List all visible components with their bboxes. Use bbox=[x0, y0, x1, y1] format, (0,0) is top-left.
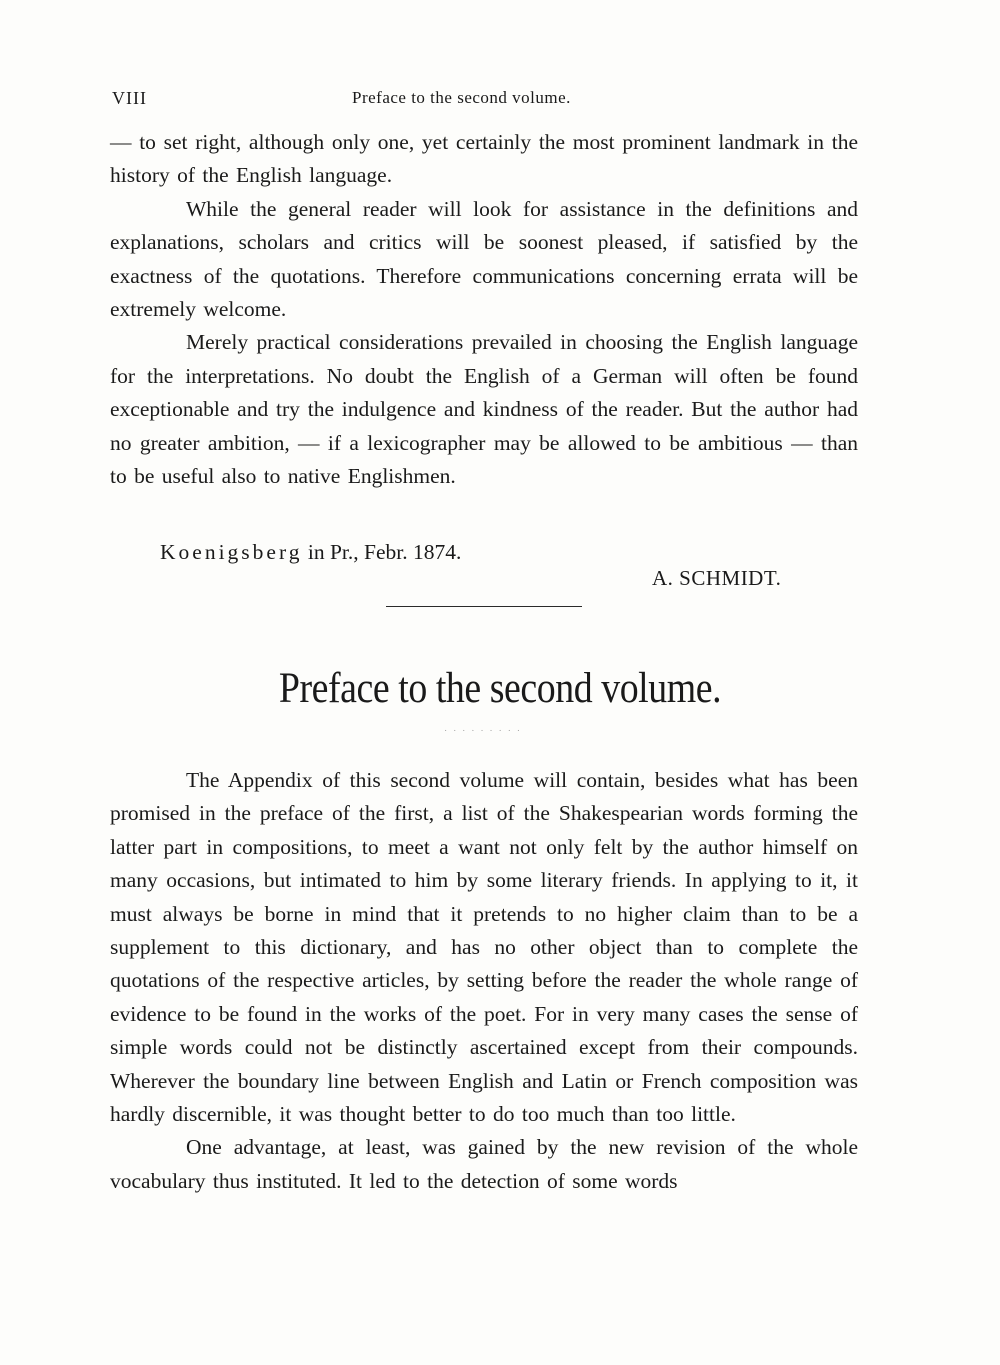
page-number: VIII bbox=[112, 88, 147, 108]
ornament-dots: . . . . . . . . . bbox=[444, 724, 522, 733]
section-heading: Preface to the second volume. bbox=[278, 665, 722, 712]
paragraph: One advantage, at least, was gained by the new revision of the whole vocabulary thus instituted. It led to the detection of some words bbox=[110, 1135, 858, 1193]
paragraph: The Appendix of this second volume will contain, besides what has been promised in the preface of the first, a list of the Shakespearian words forming the latter part in compositions, to meet a want not only felt by the author himself on many occasions, but intimated to him by some literary friends. In applying to it, it must always be borne in mind that it pretends to no higher claim than to be a supplement to this dictionary, and has no other object than to complete the quotations of the respective articles, by setting before the reader the whole range of evidence to be found in the works of the poet. For in very many cases the sense of simple words could not be distinctly ascertained except from their compounds. Wherever the boundary line between English and Latin or French composition was hardly discernible, it was thought better to do too much than too little. bbox=[110, 768, 858, 1127]
second-preface-text bbox=[110, 764, 858, 1198]
running-title: Preface to the second volume. bbox=[352, 88, 571, 107]
first-preface-text bbox=[110, 126, 858, 493]
signoff-date: in Pr., Febr. 1874. bbox=[302, 540, 462, 564]
signoff-place-date bbox=[160, 540, 461, 565]
section-divider bbox=[386, 606, 582, 608]
signoff-author: A. SCHMIDT. bbox=[652, 566, 782, 590]
paragraph: While the general reader will look for assistance in the definitions and explanations, scholars and critics will be soonest pleased, if satisfied by the exactness of the quotations. Therefore communications concerning errata will be extremely welcome. bbox=[110, 196, 858, 322]
paragraph: Merely practical considerations prevailed in choosing the English language for the interpretations. No doubt the English of a German will often be found exceptionable and try the indulgence and kindness of the reader. But the author had no greater ambition, — if a lexicographer may be allowed to be ambitious — than to be useful also to native Englishmen. bbox=[110, 330, 858, 489]
signoff-place: Koenigsberg bbox=[160, 540, 303, 564]
running-head bbox=[112, 88, 858, 110]
paragraph: — to set right, although only one, yet certainly the most prominent landmark in the history of the English language. bbox=[110, 130, 858, 188]
